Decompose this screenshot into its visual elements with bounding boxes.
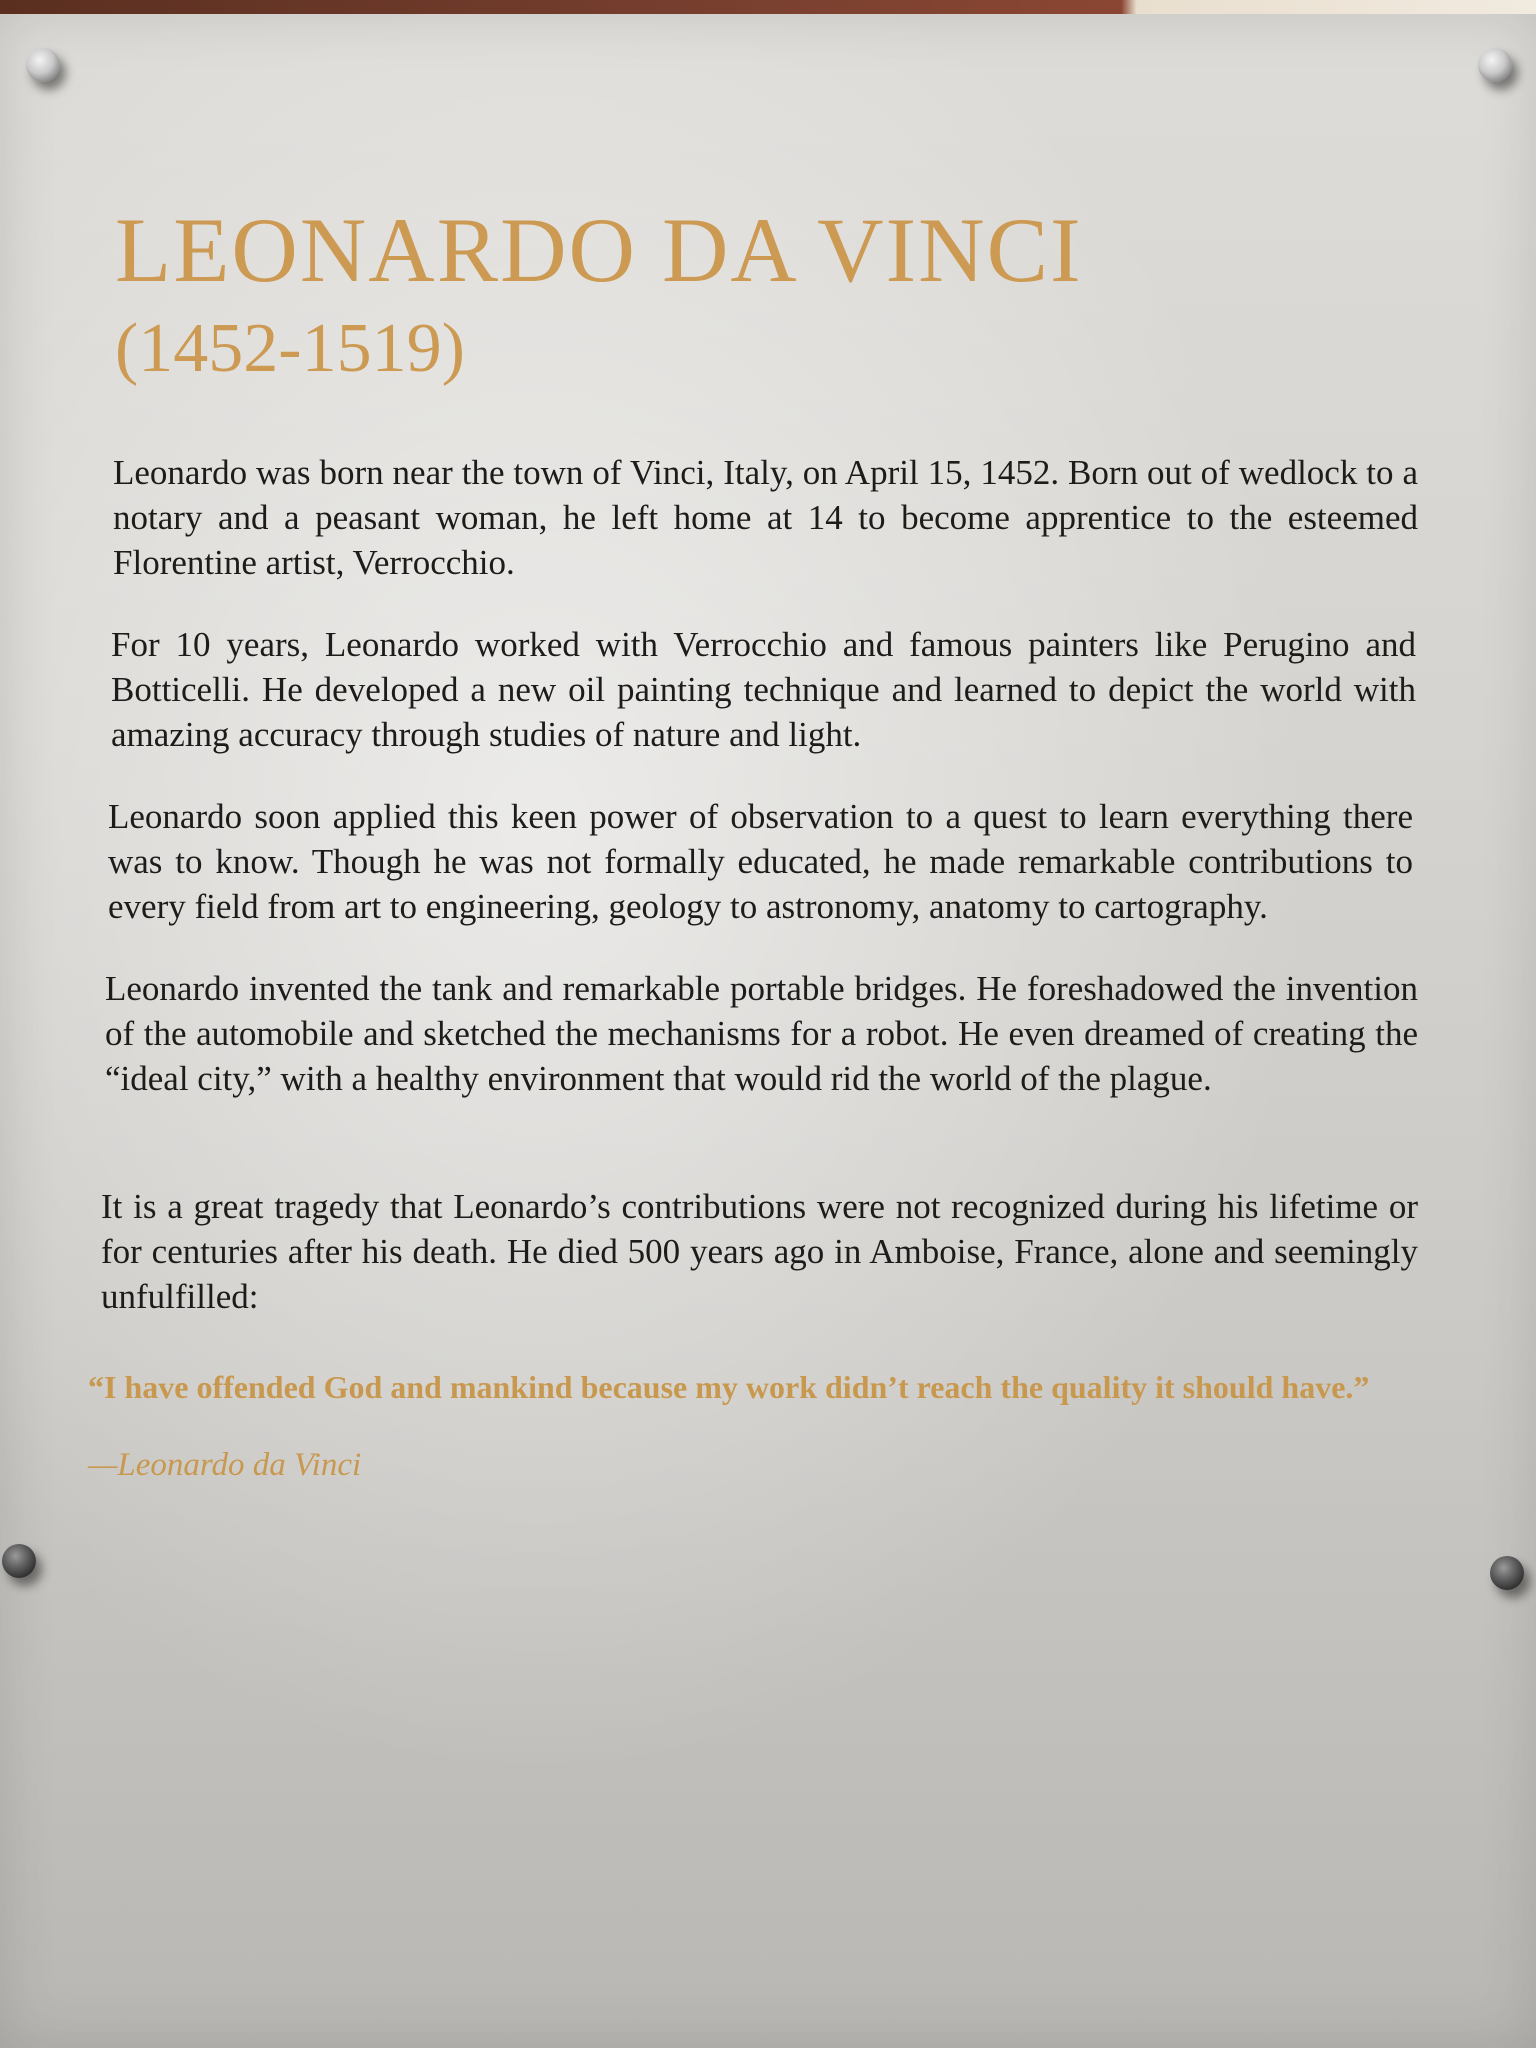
mounting-standoff-top-right	[1478, 48, 1512, 82]
placard-title: LEONARDO DA VINCI	[115, 199, 1083, 301]
placard-paragraph-1: Leonardo was born near the town of Vinci, Italy, on April 15, 1452. Born out of wedlock to a notary and a peasant woman, he left home at 14 to become apprentice to the esteemed Florentine artist, Verrocchio.	[113, 453, 1418, 582]
placard-paragraph-3: Leonardo soon applied this keen power of observation to a quest to learn everything there was to know. Though he was not formally educated, he made remarkable contributions to every field from art to engineering, geology to astronomy, anatomy to cartography.	[108, 797, 1413, 926]
placard-paragraph-5: It is a great tragedy that Leonardo’s contributions were not recognized during his lifetime or for centuries after his death. He died 500 years ago in Amboise, France, alone and seemingly unfulfilled:	[101, 1187, 1418, 1316]
placard-paragraph-4: Leonardo invented the tank and remarkable portable bridges. He foreshadowed the invention of the automobile and sketched the mechanisms for a robot. He even dreamed of creating the “ideal city,” with a healthy environment that would rid the world of the plague.	[105, 969, 1418, 1098]
mounting-standoff-bottom-left	[2, 1544, 36, 1578]
placard-paragraph-2: For 10 years, Leonardo worked with Verrocchio and famous painters like Perugino and Botticelli. He developed a new oil painting technique and learned to depict the world with amazing accuracy through studies of nature and light.	[111, 625, 1416, 754]
mounting-standoff-top-left	[26, 48, 60, 82]
placard-quote-attribution: —Leonardo da Vinci	[88, 1447, 362, 1483]
exhibit-placard	[0, 14, 1536, 2048]
placard-dates: (1452-1519)	[115, 310, 465, 387]
placard-quote: “I have offended God and mankind because my work didn’t reach the quality it should have.”	[88, 1369, 1370, 1405]
mounting-standoff-bottom-right	[1490, 1556, 1524, 1590]
